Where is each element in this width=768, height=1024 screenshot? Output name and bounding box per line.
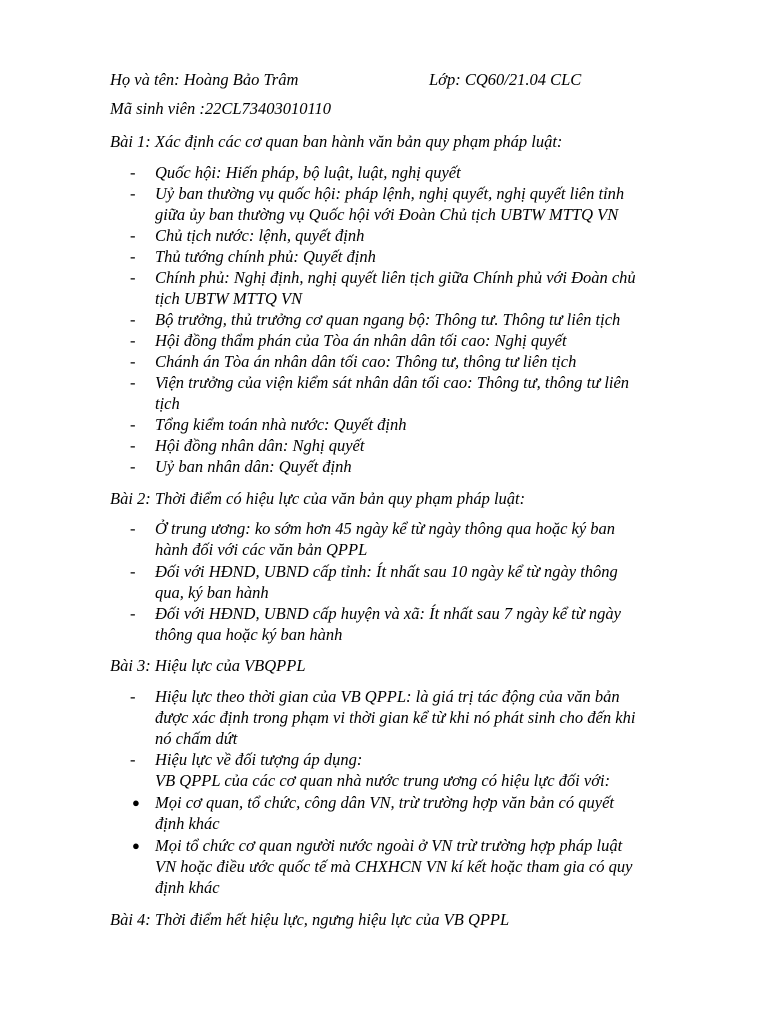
list-item-continued: thông qua hoặc ký ban hành: [155, 625, 343, 644]
list-item: Mọi tổ chức cơ quan người nước ngoài ở VN trừ trường hợp pháp luật: [155, 836, 623, 855]
list-item-continued: tịch UBTW MTTQ VN: [155, 289, 303, 308]
list-item: Đối với HĐND, UBND cấp tỉnh: Ít nhất sau 10 ngày kể từ ngày thông: [155, 562, 618, 581]
list-item: Uỷ ban thường vụ quốc hội: pháp lệnh, nghị quyết, nghị quyết liên tỉnh: [155, 184, 625, 203]
list-item-continued: được xác định trong phạm vi thời gian kể từ khi nó phát sinh cho đến khi: [155, 708, 636, 727]
list-item-continued: qua, ký ban hành: [155, 583, 269, 602]
list-item: Bộ trưởng, thủ trưởng cơ quan ngang bộ: Thông tư. Thông tư liên tịch: [155, 310, 621, 329]
list-dash: -: [130, 163, 136, 182]
list-item-continued: định khác: [155, 814, 220, 833]
list-dash: -: [130, 687, 136, 706]
list-item-continued: nó chấm dứt: [155, 729, 238, 748]
list-dash: -: [130, 247, 136, 266]
list-item: Mọi cơ quan, tổ chức, công dân VN, trừ trường hợp văn bản có quyết: [155, 793, 614, 812]
student-name: Họ và tên: Hoàng Bảo Trâm: [110, 70, 299, 89]
list-dash: -: [130, 436, 136, 455]
list-item: Hội đồng thẩm phán của Tòa án nhân dân tối cao: Nghị quyết: [155, 331, 567, 350]
list-dash: -: [130, 457, 136, 476]
list-item: Thủ tướng chính phủ: Quyết định: [155, 247, 376, 266]
list-dash: -: [130, 352, 136, 371]
list-item: Hội đồng nhân dân: Nghị quyết: [155, 436, 365, 455]
list-item: Ở trung ương: ko sớm hơn 45 ngày kể từ ngày thông qua hoặc ký ban: [155, 519, 616, 538]
list-item-continued: hành đối với các văn bản QPPL: [155, 540, 368, 559]
section-1-heading: Bài 1: Xác định các cơ quan ban hành văn bản quy phạm pháp luật:: [110, 132, 563, 151]
list-dash: -: [130, 415, 136, 434]
list-item: Viện trưởng của viện kiểm sát nhân dân tối cao: Thông tư, thông tư liên: [155, 373, 630, 392]
list-item: Hiệu lực về đối tượng áp dụng:: [155, 750, 363, 769]
list-dash: -: [130, 331, 136, 350]
list-dash: -: [130, 184, 136, 203]
list-dash: -: [130, 310, 136, 329]
list-dash: -: [130, 750, 136, 769]
list-item: Chánh án Tòa án nhân dân tối cao: Thông tư, thông tư liên tịch: [155, 352, 577, 371]
list-item: Đối với HĐND, UBND cấp huyện và xã: Ít nhất sau 7 ngày kể từ ngày: [155, 604, 621, 623]
list-item: Quốc hội: Hiến pháp, bộ luật, luật, nghị quyết: [155, 163, 461, 182]
section-4-heading: Bài 4: Thời điểm hết hiệu lực, ngưng hiệu lực của VB QPPL: [110, 910, 510, 929]
list-item: Chính phủ: Nghị định, nghị quyết liên tịch giữa Chính phủ với Đoàn chủ: [155, 268, 636, 287]
list-item-continued: tịch: [155, 394, 180, 413]
list-item: Chủ tịch nước: lệnh, quyết định: [155, 226, 365, 245]
section-2-heading: Bài 2: Thời điểm có hiệu lực của văn bản quy phạm pháp luật:: [110, 489, 526, 508]
list-dash: -: [130, 226, 136, 245]
bullet-icon: ●: [132, 838, 140, 853]
list-item-continued: giữa ủy ban thường vụ Quốc hội với Đoàn Chủ tịch UBTW MTTQ VN: [155, 205, 619, 224]
list-item: Uỷ ban nhân dân: Quyết định: [155, 457, 352, 476]
list-item-continued: VB QPPL của các cơ quan nhà nước trung ương có hiệu lực đối với:: [155, 771, 611, 790]
section-3-heading: Bài 3: Hiệu lực của VBQPPL: [110, 656, 306, 675]
list-dash: -: [130, 604, 136, 623]
list-dash: -: [130, 373, 136, 392]
student-class: Lớp: CQ60/21.04 CLC: [429, 70, 582, 89]
list-item-continued: định khác: [155, 878, 220, 897]
list-item-continued: VN hoặc điều ước quốc tế mà CHXHCN VN kí kết hoặc tham gia có quy: [155, 857, 633, 876]
student-id: Mã sinh viên :22CL73403010110: [110, 99, 332, 118]
list-dash: -: [130, 562, 136, 581]
list-dash: -: [130, 268, 136, 287]
bullet-icon: ●: [132, 795, 140, 810]
list-item: Tổng kiểm toán nhà nước: Quyết định: [155, 415, 407, 434]
list-item: Hiệu lực theo thời gian của VB QPPL: là giá trị tác động của văn bản: [155, 687, 620, 706]
list-dash: -: [130, 519, 136, 538]
